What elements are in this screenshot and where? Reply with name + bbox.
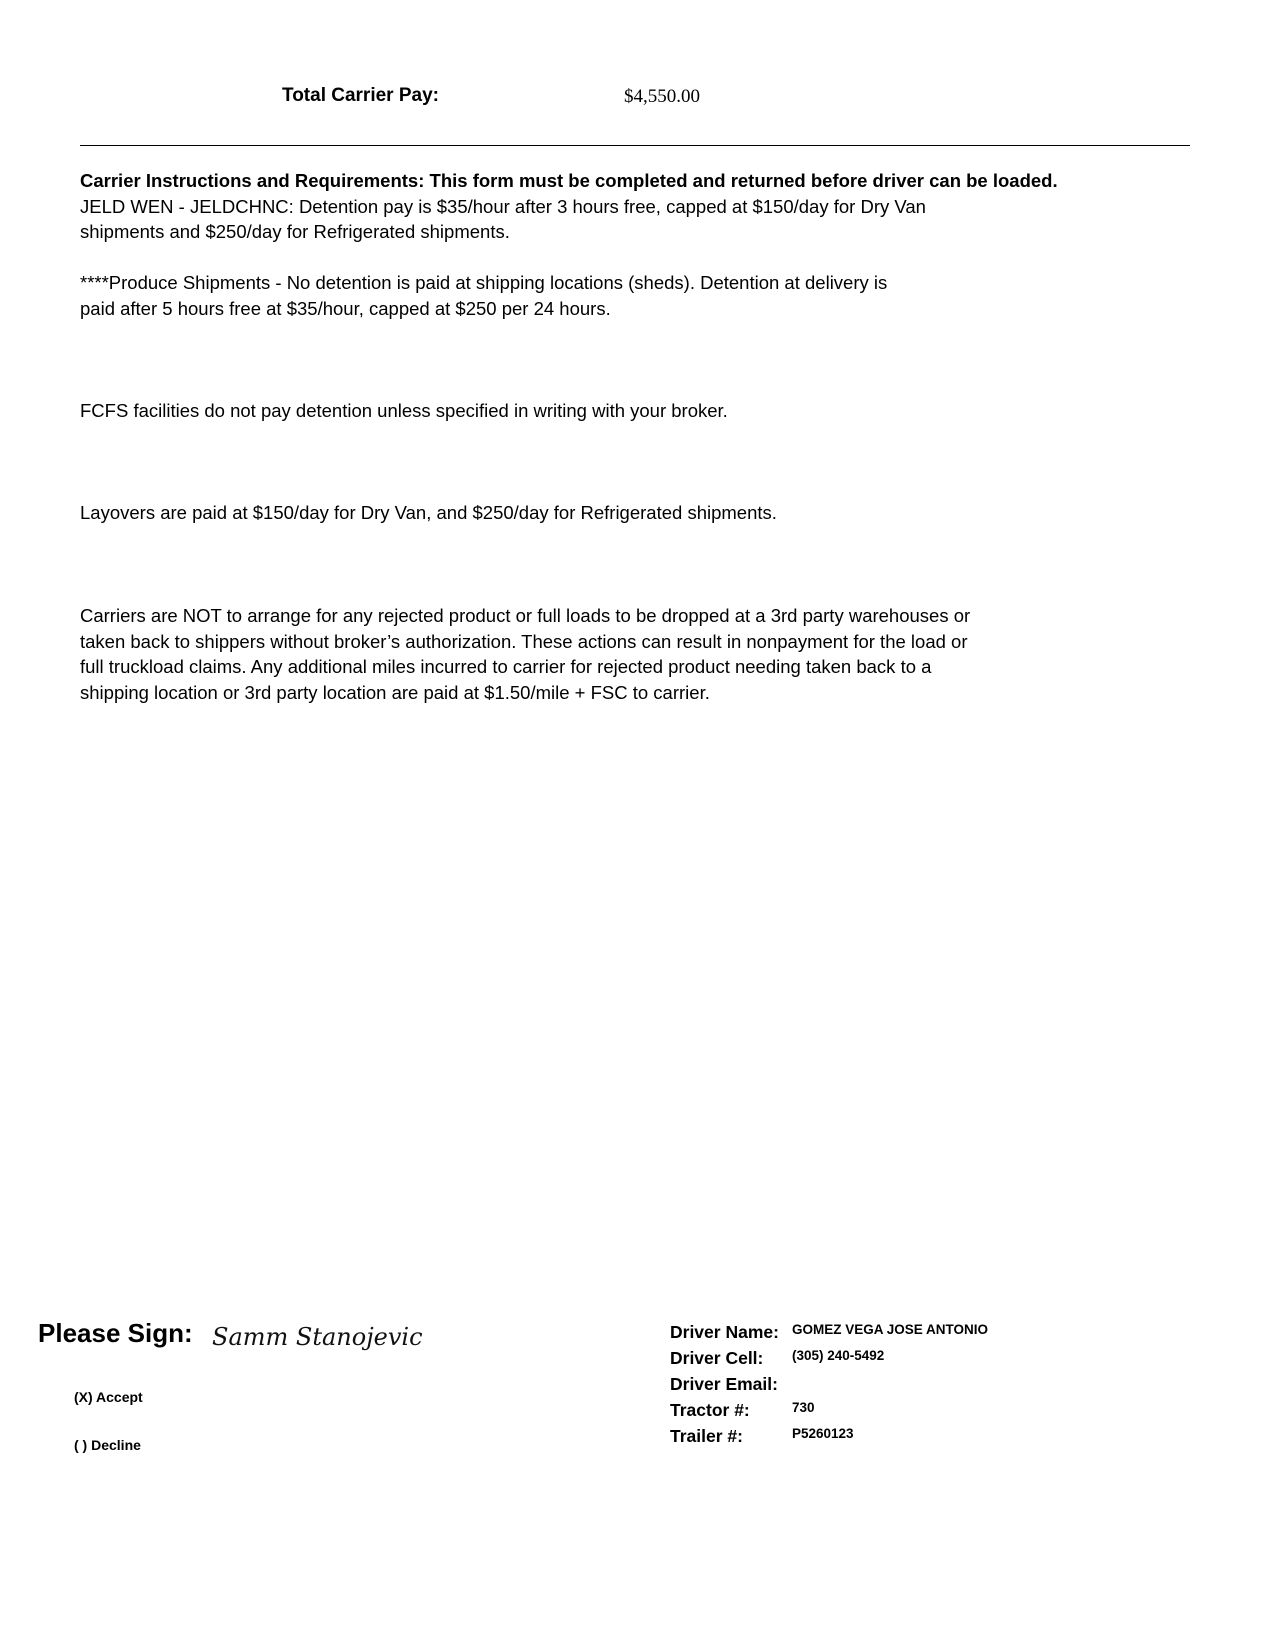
fcfs-line: FCFS facilities do not pay detention unless specified in writing with your broker. bbox=[80, 400, 728, 421]
driver-cell-label: Driver Cell: bbox=[670, 1348, 764, 1368]
layovers-line: Layovers are paid at $150/day for Dry Van, and $250/day for Refrigerated shipments. bbox=[80, 502, 777, 523]
driver-name-value: GOMEZ VEGA JOSE ANTONIO bbox=[792, 1322, 989, 1337]
jeld-wen-line-2: shipments and $250/day for Refrigerated shipments. bbox=[80, 221, 510, 242]
produce-line-2: paid after 5 hours free at $35/hour, capped at $250 per 24 hours. bbox=[80, 297, 611, 319]
accept-option[interactable]: (X) Accept bbox=[74, 1389, 143, 1405]
tractor-number-value: 730 bbox=[792, 1400, 815, 1415]
driver-email-label: Driver Email: bbox=[670, 1374, 778, 1394]
please-sign-label: Please Sign: bbox=[38, 1318, 193, 1348]
total-carrier-pay-value: $4,550.00 bbox=[624, 86, 700, 107]
rejected-line-2: taken back to shippers without broker’s authorization. These actions can result in nonpayment for the load or bbox=[80, 630, 968, 652]
total-carrier-pay-label: Total Carrier Pay: bbox=[282, 85, 439, 106]
instructions-heading: Carrier Instructions and Requirements: This form must be completed and returned before driver can be loaded. bbox=[80, 170, 1058, 191]
handwritten-signature bbox=[210, 1313, 450, 1361]
driver-cell-value: (305) 240-5492 bbox=[792, 1348, 885, 1363]
trailer-number-value: P5260123 bbox=[792, 1426, 854, 1441]
produce-paragraph bbox=[80, 270, 1190, 321]
rejected-product-paragraph bbox=[80, 603, 1190, 705]
driver-name-label: Driver Name: bbox=[670, 1322, 779, 1342]
jeld-wen-line-1: JELD WEN - JELDCHNC: Detention pay is $35/hour after 3 hours free, capped at $150/day for Dry Van bbox=[80, 195, 926, 217]
rejected-line-1: Carriers are NOT to arrange for any rejected product or full loads to be dropped at a 3rd party warehouses or bbox=[80, 605, 971, 626]
tractor-number-label: Tractor #: bbox=[670, 1400, 750, 1420]
produce-line-1: ****Produce Shipments - No detention is paid at shipping locations (sheds). Detention at delivery is bbox=[80, 272, 888, 293]
fcfs-paragraph bbox=[80, 398, 1190, 424]
rejected-line-3: full truckload claims. Any additional miles incurred to carrier for rejected product needing taken back to a bbox=[80, 656, 932, 677]
layovers-paragraph bbox=[80, 500, 1190, 526]
trailer-number-label: Trailer #: bbox=[670, 1426, 743, 1446]
rejected-line-4: shipping location or 3rd party location are paid at $1.50/mile + FSC to carrier. bbox=[80, 681, 710, 703]
section-divider bbox=[80, 145, 1190, 146]
decline-option[interactable]: ( ) Decline bbox=[74, 1437, 141, 1453]
signature-text: Samm Stanojevic bbox=[212, 1323, 423, 1351]
instructions-section bbox=[80, 168, 1190, 245]
